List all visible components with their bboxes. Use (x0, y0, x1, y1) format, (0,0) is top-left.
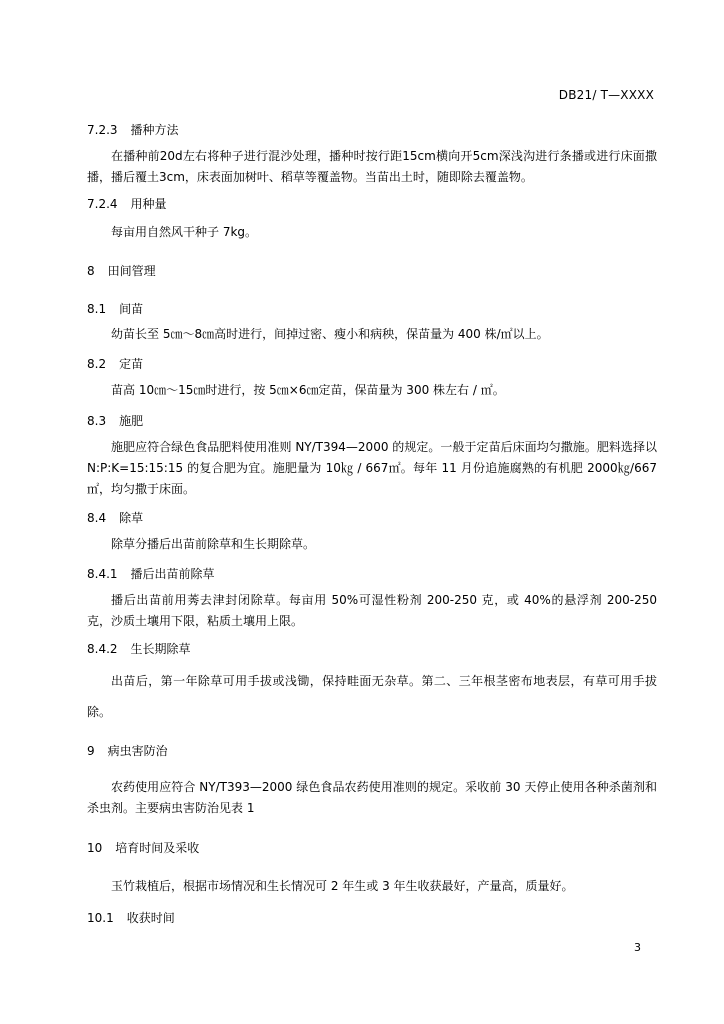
section-heading-8-4-2 (87, 640, 191, 657)
section-heading-7-2-3 (87, 121, 179, 138)
section-number: 10.1 (87, 911, 114, 925)
page-number: 3 (634, 941, 641, 954)
paragraph-8-4-1: 播后出苗前用莠去津封闭除草。每亩用 50%可湿性粉剂 200-250 克，或 40%的悬浮剂 200-250 克，沙质土壤用下限，粘质土壤用上限。 (87, 593, 657, 628)
section-number: 8.4.1 (87, 567, 118, 581)
paragraph-8-1: 幼苗长至 5㎝～8㎝高时进行，间掉过密、瘦小和病秧，保苗量为 400 株/㎡以上。 (111, 327, 549, 341)
section-number: 7.2.3 (87, 123, 118, 137)
paragraph-10: 玉竹栽植后，根据市场情况和生长情况可 2 年生或 3 年生收获最好，产量高，质量好。 (111, 879, 574, 893)
paragraph-8-2: 苗高 10㎝～15㎝时进行，按 5㎝×6㎝定苗，保苗量为 300 株左右 / ㎡。 (111, 383, 505, 397)
section-heading-8-2 (87, 355, 143, 372)
standard-code: DB21/ T—XXXX (558, 88, 654, 102)
section-title: 收获时间 (126, 911, 175, 925)
section-heading-9 (87, 742, 168, 759)
section-heading-7-2-4 (87, 195, 167, 212)
section-title: 定苗 (119, 357, 144, 371)
section-heading-8-1 (87, 300, 143, 317)
section-heading-8-4 (87, 509, 143, 526)
section-number: 8 (87, 264, 95, 278)
section-title: 病虫害防治 (107, 744, 168, 758)
section-title: 用种量 (130, 197, 167, 211)
section-heading-10-1 (87, 909, 175, 926)
section-title: 田间管理 (107, 264, 156, 278)
section-number: 9 (87, 744, 95, 758)
paragraph-9: 农药使用应符合 NY/T393—2000 绿色食品农药使用准则的规定。采收前 30 天停止使用各种杀菌剂和杀虫剂。主要病虫害防治见表 1 (87, 780, 657, 815)
section-heading-8 (87, 262, 156, 279)
section-heading-8-3 (87, 412, 143, 429)
paragraph-8-4: 除草分播后出苗前除草和生长期除草。 (111, 537, 316, 551)
section-heading-8-4-1 (87, 565, 215, 582)
paragraph-8-4-2: 出苗后，第一年除草可用手拔或浅锄，保持畦面无杂草。第二、三年根茎密布地表层，有草可用手拔除。 (87, 674, 657, 719)
section-number: 8.2 (87, 357, 107, 371)
section-number: 7.2.4 (87, 197, 118, 211)
section-title: 除草 (119, 511, 144, 525)
section-number: 8.4 (87, 511, 107, 525)
paragraph-7-2-4: 每亩用自然风干种子 7kg。 (111, 225, 258, 239)
section-number: 10 (87, 841, 103, 855)
paragraph-7-2-3: 在播种前20d左右将种子进行混沙处理，播种时按行距15cm横向开5cm深浅沟进行条播或进行床面撒播，播后覆土3cm，床表面加树叶、稻草等覆盖物。当苗出土时，随即除去覆盖物。 (87, 149, 657, 184)
section-title: 施肥 (119, 414, 144, 428)
section-title: 播后出苗前除草 (130, 567, 215, 581)
section-heading-10 (87, 839, 199, 856)
section-title: 播种方法 (130, 123, 179, 137)
section-title: 间苗 (119, 302, 144, 316)
paragraph-8-3: 施肥应符合绿色食品肥料使用准则 NY/T394—2000 的规定。一般于定苗后床面均匀撒施。肥料选择以 N:P:K=15:15:15 的复合肥为宜。施肥量为 10㎏ / 667㎡。每年 11 月份追施腐熟的有机肥 2000㎏/667㎡，均匀撒于床面。 (87, 440, 657, 496)
section-title: 培育时间及采收 (115, 841, 200, 855)
section-title: 生长期除草 (130, 642, 191, 656)
section-number: 8.1 (87, 302, 107, 316)
section-number: 8.3 (87, 414, 107, 428)
section-number: 8.4.2 (87, 642, 118, 656)
